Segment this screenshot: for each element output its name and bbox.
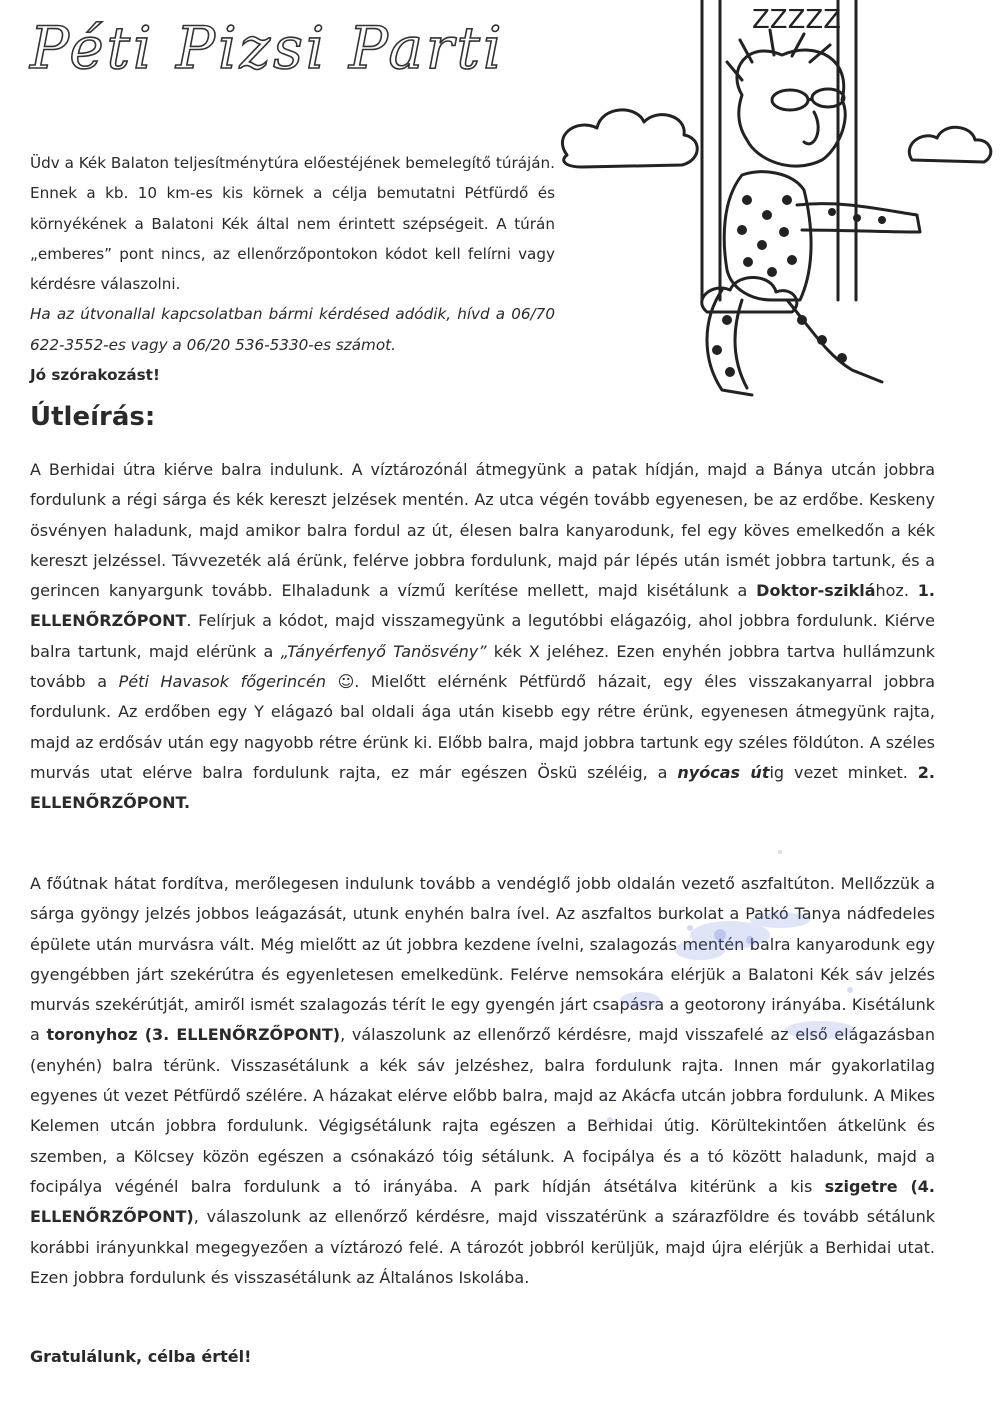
p1-nyocas: nyócas út — [677, 762, 770, 782]
p1-text-a: A Berhidai útra kiérve balra indulunk. A víztározónál átmegyünk a patak hídján, majd a Bánya utcán jobbra fordulunk a régi sárga és kék kereszt jelzések mentén. Az utca végén tovább egyenesen, be az erdőbe. Keskeny ösvényen haladunk, majd amikor balra fordul az út, élesen balra kanyarodunk, fel egy köves emelkedőn a kék kereszt jelzéssel. Távvezeték alá érünk, felérve jobbra fordulunk, majd pár lépés után ismét jobbra tartunk, és a gerincen kanyargunk tovább. Elhaladunk a vízmű kerítése mellett, majd kisétálunk a — [30, 460, 935, 601]
route-paragraph-1 — [30, 455, 935, 819]
p1-tanosveny: „Tányérfenyő Tanösvény” — [280, 641, 487, 661]
checkpoint-2: 2. ELLENŐRZŐPONT. — [30, 762, 935, 813]
checkpoint-4: szigetre (4. ELLENŐRZŐPONT) — [30, 1176, 936, 1227]
route-heading: Útleírás: — [30, 402, 156, 432]
p1-text-e: . Felírjuk a kódot, majd visszamegyünk a legutóbbi elágazóig, ahol jobbra fordulunk. Kiérve balra tartunk, majd elérünk a — [30, 611, 935, 661]
p2-text-e: , válaszolunk az ellenőrző kérdésre, majd visszatérünk a szárazföldre és tovább sétálunk korábbi irányunkkal megegyezően a víztározó felé. A tározót jobbról kerüljük, majd újra elérjük a Berhidai utat. Ezen jobbra fordulunk és visszasétálunk az Általános Iskolába. — [30, 1207, 935, 1287]
p2-text-c: , válaszolunk az ellenőrző kérdésre, majd visszafelé az első elágazásban (enyhén) balra térünk. Visszasétálunk a kék sáv jelzéshez, balra fordulunk rajta. Innen már gyakorlatilag egyenes út vezet Pétfürdő szélére. A házakat elérve előbb balra, majd az Akácfa utcán jobbra fordulunk. A Mikes Kelemen utcán jobbra fordulunk. Végigsétálunk rajta egészen a Berhidai útig. Körültekintően átkelünk és szemben, a Kölcsey közön egészen a csónakázó tóig sétálunk. A focipálya és a tó között haladunk, majd a focipálya végénél balra fordulunk a tó irányába. A park hídján átsétálva kitérünk a kis — [30, 1025, 935, 1196]
p1-text-i: ☺. Mielőtt elérnénk Pétfürdő házait, egy éles visszakanyarral jobbra fordulunk. Az erdőben egy Y elágazó bal oldali ága után kisebb egy rétre érünk, egyenesen átmegyünk rajta, majd az erdősáv után egy nagyobb rétre érünk ki. Előbb balra, majd jobbra tartunk egy széles földúton. A széles murvás utat elérve balra fordulunk rajta, ez már egészen Öskü széléig, a — [30, 672, 936, 782]
sleepwalker-illustration — [552, 0, 1000, 410]
p1-gerinc: Péti Havasok főgerincén — [118, 672, 326, 692]
p2-text-a: A főútnak hátat fordítva, merőlegesen indulunk tovább a vendéglő jobb oldalán vezető aszfaltúton. Mellőzzük a sárga gyöngy jelzés jobbos leágazását, utunk enyhén balra ível. Az aszfaltos burkolat a Patkó Tanya nádfedeles épülete után murvásra vált. Még mielőtt az út jobbra kezdene ívelni, szalagozás mentén balra kanyarodunk egy gyengébben járt szekérútra és egyenletesen emelkedünk. Felérve nemsokára elérjük a Balatoni Kék sáv jelzés murvás szekérútját, amiről ismét szalagozás térít le egy gyengén járt csapásra a geotorony irányába. Kisétálunk a — [30, 874, 935, 1045]
intro-block — [30, 148, 555, 390]
intro-contact: Ha az útvonallal kapcsolatban bármi kérdésed adódik, hívd a 06/70 622-3552-es vagy a 06/20 536-5330-es számot. — [30, 305, 555, 354]
final-message: Gratulálunk, célba értél! — [30, 1347, 252, 1366]
p1-text-k: ig vezet minket. — [769, 762, 918, 782]
intro-fun: Jó szórakozást! — [30, 366, 160, 385]
p1-text-c: hoz. — [875, 581, 918, 601]
p1-doktor: Doktor-sziklá — [756, 581, 876, 601]
checkpoint-3: toronyhoz (3. ELLENŐRZŐPONT) — [46, 1025, 341, 1045]
route-paragraph-2 — [30, 869, 935, 1293]
intro-welcome: Üdv a Kék Balaton teljesítménytúra előestéjének bemelegítő túráján. Ennek a kb. 10 km-es kis körnek a célja bemutatni Pétfürdő és környékének a Balatoni Kék által nem érintett szépségeit. A túrán „emberes” pont nincs, az ellenőrzőpontokon kódot kell felírni vagy kérdésre válaszolni. — [30, 154, 556, 294]
page-title: Péti Pizsi Parti — [30, 14, 505, 82]
checkpoint-1: 1. ELLENŐRZŐPONT — [30, 581, 936, 631]
snore-text: ZZZZZ — [752, 5, 842, 35]
p1-text-g: kék X jeléhez. Ezen enyhén jobbra tartva hullámzunk tovább a — [30, 641, 935, 692]
